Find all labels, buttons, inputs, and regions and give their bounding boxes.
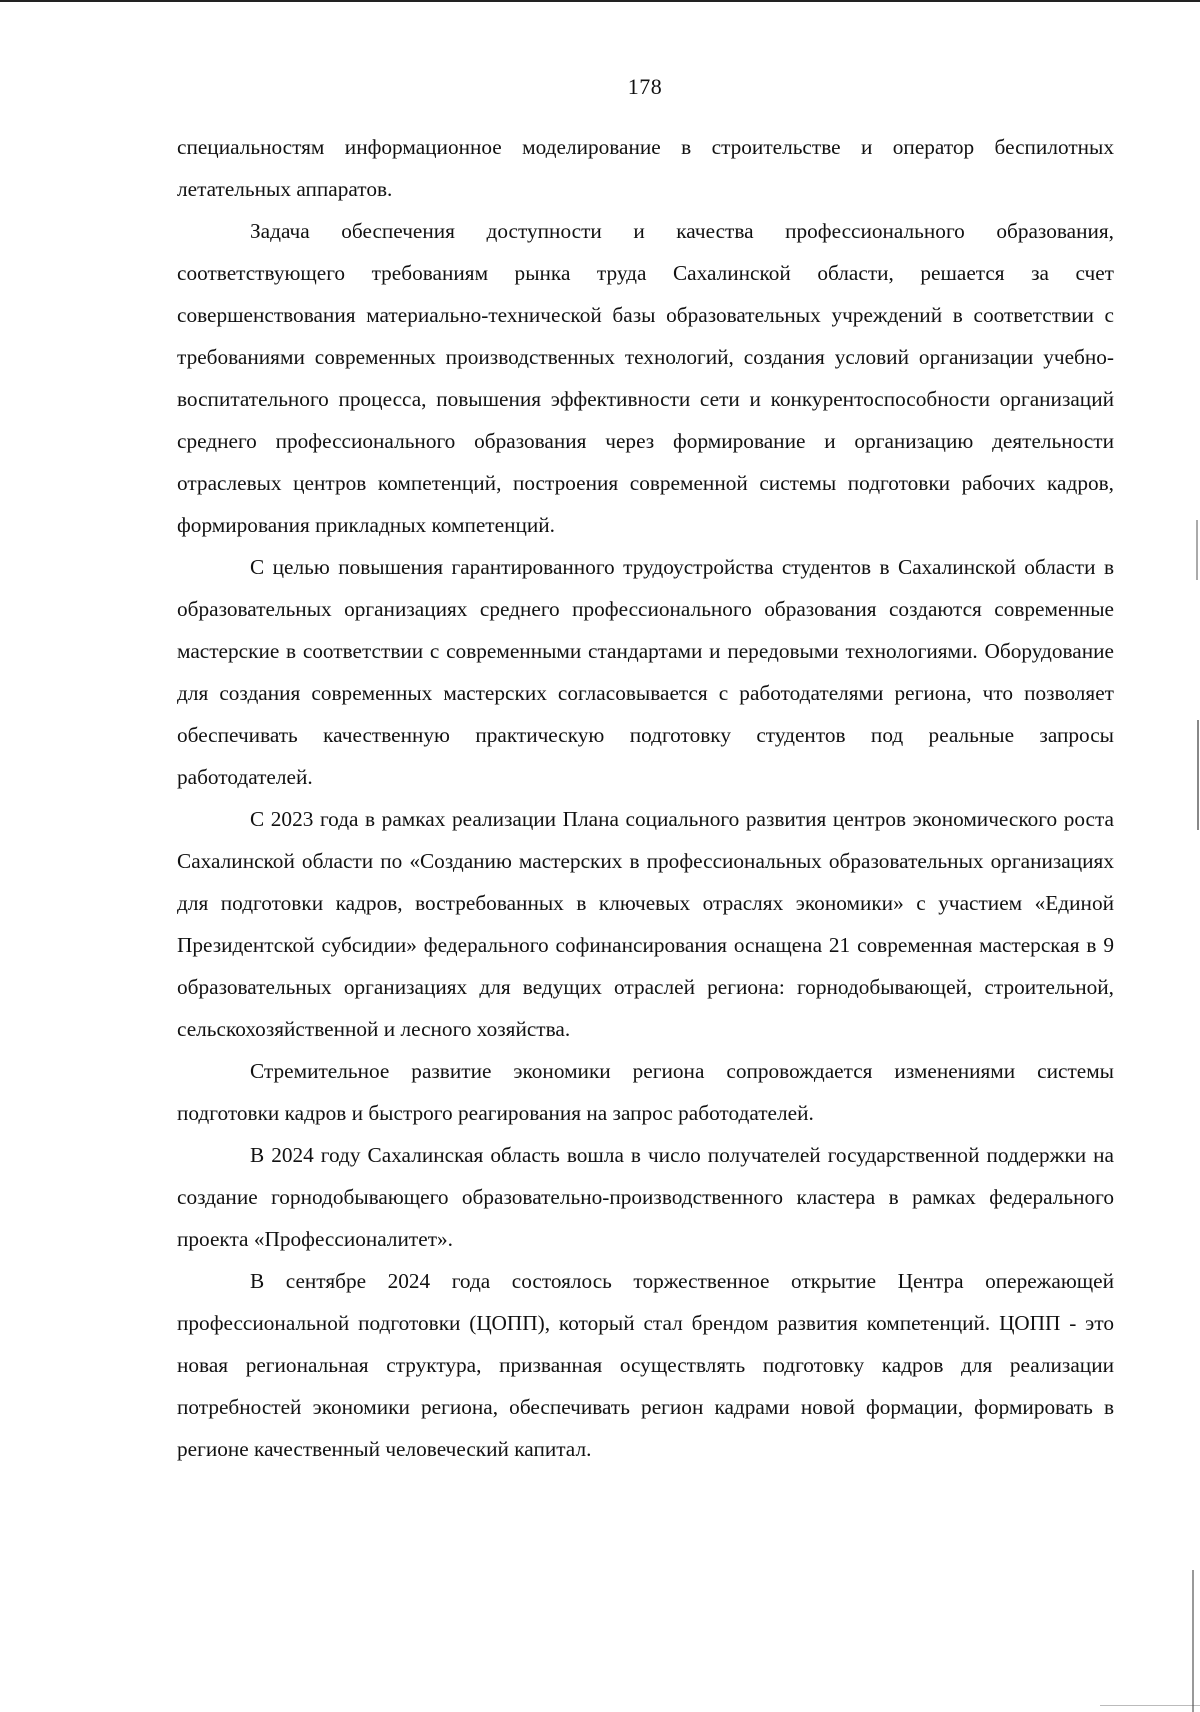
scan-artifact-3	[1192, 1570, 1194, 1712]
scan-artifact-2	[1197, 720, 1199, 830]
paragraph-1: специальностям информационное моделирование в строительстве и оператор беспилотных летательных аппаратов.	[177, 135, 1114, 201]
paragraph-7: В сентябре 2024 года состоялось торжественное открытие Центра опережающей профессиональной подготовки (ЦОПП), который стал брендом развития компетенций. ЦОПП - это новая региональная структура, призванная осуществлять подготовку кадров для реализации потребностей экономики региона, обеспечивать регион кадрами новой формации, формировать в регионе качественный человеческий капитал.	[177, 1269, 1114, 1461]
scan-artifact-4	[1100, 1705, 1200, 1706]
scan-top-edge	[0, 0, 1200, 2]
document-body	[177, 126, 1114, 1470]
paragraph-4: С 2023 года в рамках реализации Плана социального развития центров экономического роста Сахалинской области по «Созданию мастерских в профессиональных образовательных организациях для подготовки кадров, востребованных в ключевых отраслях экономики» с участием «Единой Президентской субсидии» федерального софинансирования оснащена 21 современная мастерская в 9 образовательных организациях для ведущих отраслей региона: горнодобывающей, строительной, сельскохозяйственной и лесного хозяйства.	[177, 807, 1114, 1041]
paragraph-5: Стремительное развитие экономики региона сопровождается изменениями системы подготовки кадров и быстрого реагирования на запрос работодателей.	[177, 1059, 1114, 1125]
scan-artifact-1	[1196, 520, 1198, 580]
paragraph-3: С целью повышения гарантированного трудоустройства студентов в Сахалинской области в образовательных организациях среднего профессионального образования создаются современные мастерские в соответствии с современными стандартами и передовыми технологиями. Оборудование для создания современных мастерских согласовывается с работодателями региона, что позволяет обеспечивать качественную практическую подготовку студентов под реальные запросы работодателей.	[177, 555, 1114, 789]
page-number: 178	[627, 74, 663, 99]
paragraph-2: Задача обеспечения доступности и качества профессионального образования, соответствующего требованиям рынка труда Сахалинской области, решается за счет совершенствования материально-технической базы образовательных учреждений в соответствии с требованиями современных производственных технологий, создания условий организации учебно-воспитательного процесса, повышения эффективности сети и конкурентоспособности организаций среднего профессионального образования через формирование и организацию деятельности отраслевых центров компетенций, построения современной системы подготовки рабочих кадров, формирования прикладных компетенций.	[177, 219, 1114, 537]
paragraph-6: В 2024 году Сахалинская область вошла в число получателей государственной поддержки на создание горнодобывающего образовательно-производственного кластера в рамках федерального проекта «Профессионалитет».	[177, 1143, 1114, 1251]
